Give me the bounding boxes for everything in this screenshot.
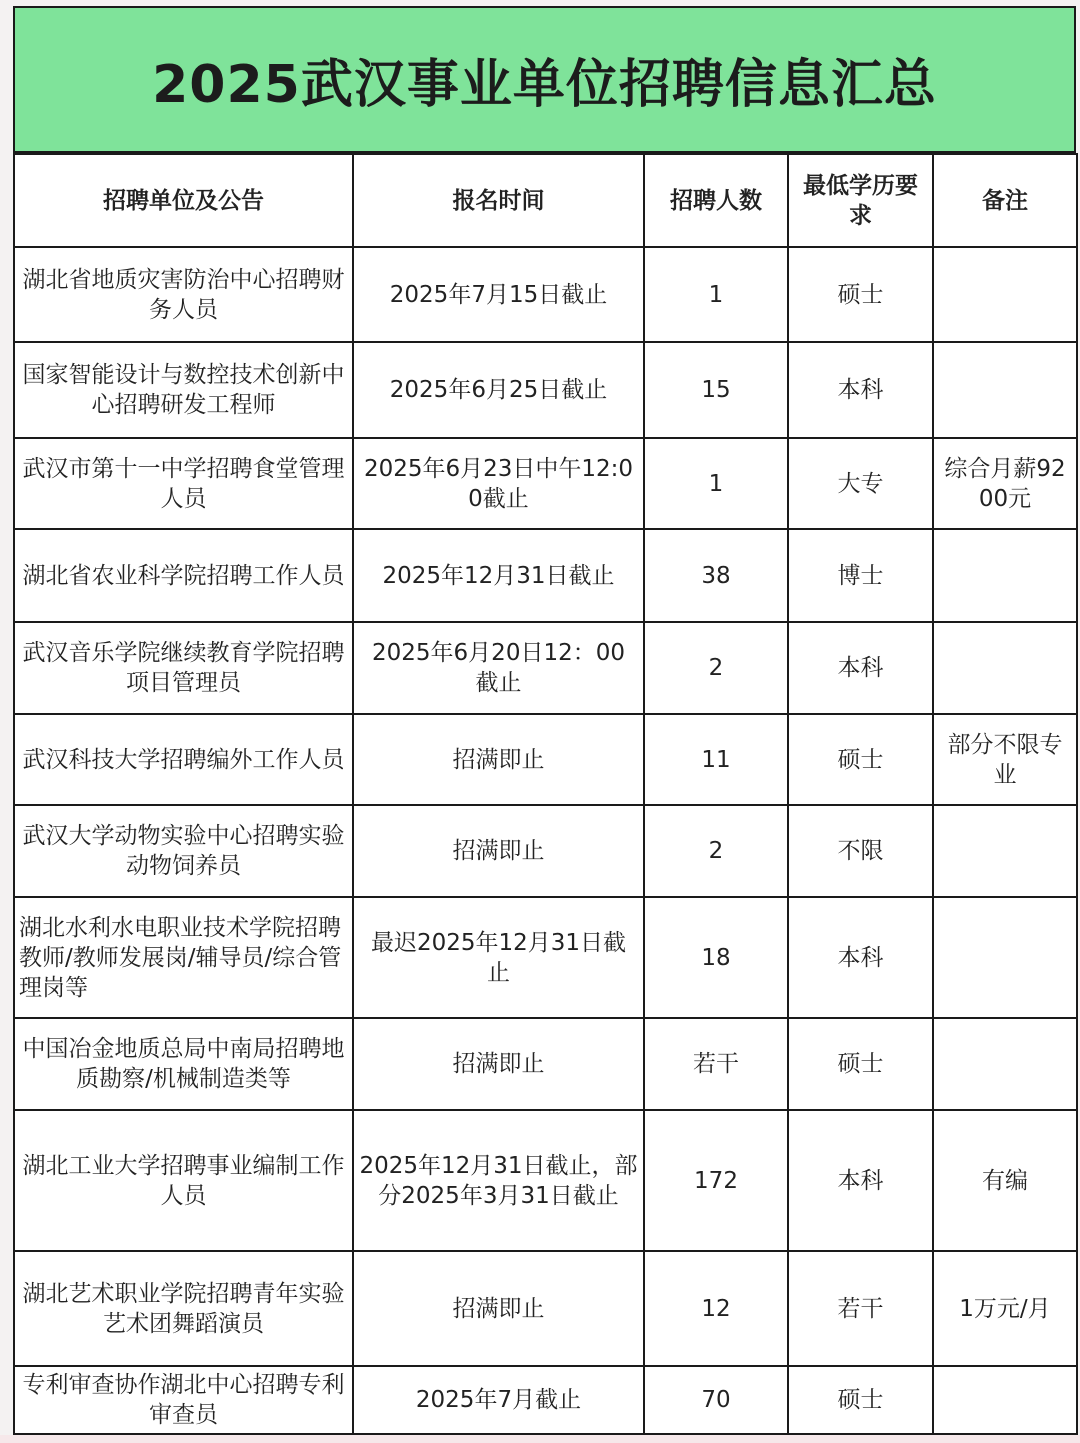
cell-time: 2025年12月31日截止，部分2025年3月31日截止: [353, 1110, 644, 1251]
cell-note: 部分不限专业: [933, 714, 1077, 805]
cell-education: 本科: [788, 897, 933, 1018]
cell-note: [933, 342, 1077, 438]
cell-time: 招满即止: [353, 1018, 644, 1110]
table-row: [14, 897, 1077, 1018]
table-row: [14, 1110, 1077, 1251]
cell-note: [933, 247, 1077, 342]
background-strip: [0, 1435, 1080, 1443]
cell-count: 2: [644, 805, 788, 897]
cell-note: 综合月薪9200元: [933, 438, 1077, 529]
cell-unit: 武汉音乐学院继续教育学院招聘项目管理员: [14, 622, 353, 714]
cell-education: 博士: [788, 529, 933, 622]
table-row: [14, 342, 1077, 438]
table-row: [14, 247, 1077, 342]
cell-count: 18: [644, 897, 788, 1018]
cell-education: 本科: [788, 622, 933, 714]
cell-unit: 湖北水利水电职业技术学院招聘教师/教师发展岗/辅导员/综合管理岗等: [14, 897, 353, 1018]
cell-time: 最迟2025年12月31日截止: [353, 897, 644, 1018]
cell-unit: 湖北省地质灾害防治中心招聘财务人员: [14, 247, 353, 342]
header-unit: 招聘单位及公告: [14, 154, 353, 247]
cell-note: [933, 805, 1077, 897]
cell-unit: 专利审查协作湖北中心招聘专利审查员: [14, 1366, 353, 1434]
cell-unit: 武汉大学动物实验中心招聘实验动物饲养员: [14, 805, 353, 897]
table-row: [14, 1366, 1077, 1434]
title-bar: [13, 6, 1076, 153]
cell-time: 2025年12月31日截止: [353, 529, 644, 622]
header-count: 招聘人数: [644, 154, 788, 247]
cell-education: 硕士: [788, 714, 933, 805]
cell-time: 招满即止: [353, 805, 644, 897]
cell-note: 1万元/月: [933, 1251, 1077, 1366]
cell-count: 70: [644, 1366, 788, 1434]
cell-time: 2025年7月15日截止: [353, 247, 644, 342]
cell-count: 2: [644, 622, 788, 714]
cell-time: 2025年6月25日截止: [353, 342, 644, 438]
cell-education: 本科: [788, 342, 933, 438]
cell-education: 硕士: [788, 1018, 933, 1110]
cell-note: [933, 1018, 1077, 1110]
cell-note: [933, 1366, 1077, 1434]
cell-unit: 湖北工业大学招聘事业编制工作人员: [14, 1110, 353, 1251]
cell-time: 招满即止: [353, 714, 644, 805]
cell-count: 172: [644, 1110, 788, 1251]
cell-education: 若干: [788, 1251, 933, 1366]
cell-education: 硕士: [788, 247, 933, 342]
cell-unit: 武汉科技大学招聘编外工作人员: [14, 714, 353, 805]
cell-time: 2025年6月20日12：00截止: [353, 622, 644, 714]
table-row: [14, 1018, 1077, 1110]
table-row: [14, 622, 1077, 714]
cell-count: 12: [644, 1251, 788, 1366]
header-time: 报名时间: [353, 154, 644, 247]
table-row: [14, 1251, 1077, 1366]
cell-count: 1: [644, 438, 788, 529]
cell-count: 1: [644, 247, 788, 342]
cell-note: 有编: [933, 1110, 1077, 1251]
cell-count: 11: [644, 714, 788, 805]
header-education: 最低学历要求: [788, 154, 933, 247]
cell-note: [933, 529, 1077, 622]
cell-education: 大专: [788, 438, 933, 529]
cell-count: 38: [644, 529, 788, 622]
cell-note: [933, 622, 1077, 714]
recruitment-table: [13, 153, 1078, 1435]
table-row: [14, 805, 1077, 897]
cell-unit: 中国冶金地质总局中南局招聘地质勘察/机械制造类等: [14, 1018, 353, 1110]
header-row: [14, 154, 1077, 247]
page-title: 2025武汉事业单位招聘信息汇总: [152, 55, 937, 115]
table-row: [14, 714, 1077, 805]
cell-time: 2025年7月截止: [353, 1366, 644, 1434]
cell-time: 2025年6月23日中午12:00截止: [353, 438, 644, 529]
cell-education: 硕士: [788, 1366, 933, 1434]
table-row: [14, 438, 1077, 529]
table-row: [14, 529, 1077, 622]
recruitment-sheet: [13, 6, 1076, 1435]
cell-education: 不限: [788, 805, 933, 897]
cell-note: [933, 897, 1077, 1018]
header-note: 备注: [933, 154, 1077, 247]
cell-count: 15: [644, 342, 788, 438]
cell-unit: 湖北艺术职业学院招聘青年实验艺术团舞蹈演员: [14, 1251, 353, 1366]
cell-unit: 国家智能设计与数控技术创新中心招聘研发工程师: [14, 342, 353, 438]
cell-count: 若干: [644, 1018, 788, 1110]
cell-time: 招满即止: [353, 1251, 644, 1366]
cell-education: 本科: [788, 1110, 933, 1251]
cell-unit: 湖北省农业科学院招聘工作人员: [14, 529, 353, 622]
cell-unit: 武汉市第十一中学招聘食堂管理人员: [14, 438, 353, 529]
